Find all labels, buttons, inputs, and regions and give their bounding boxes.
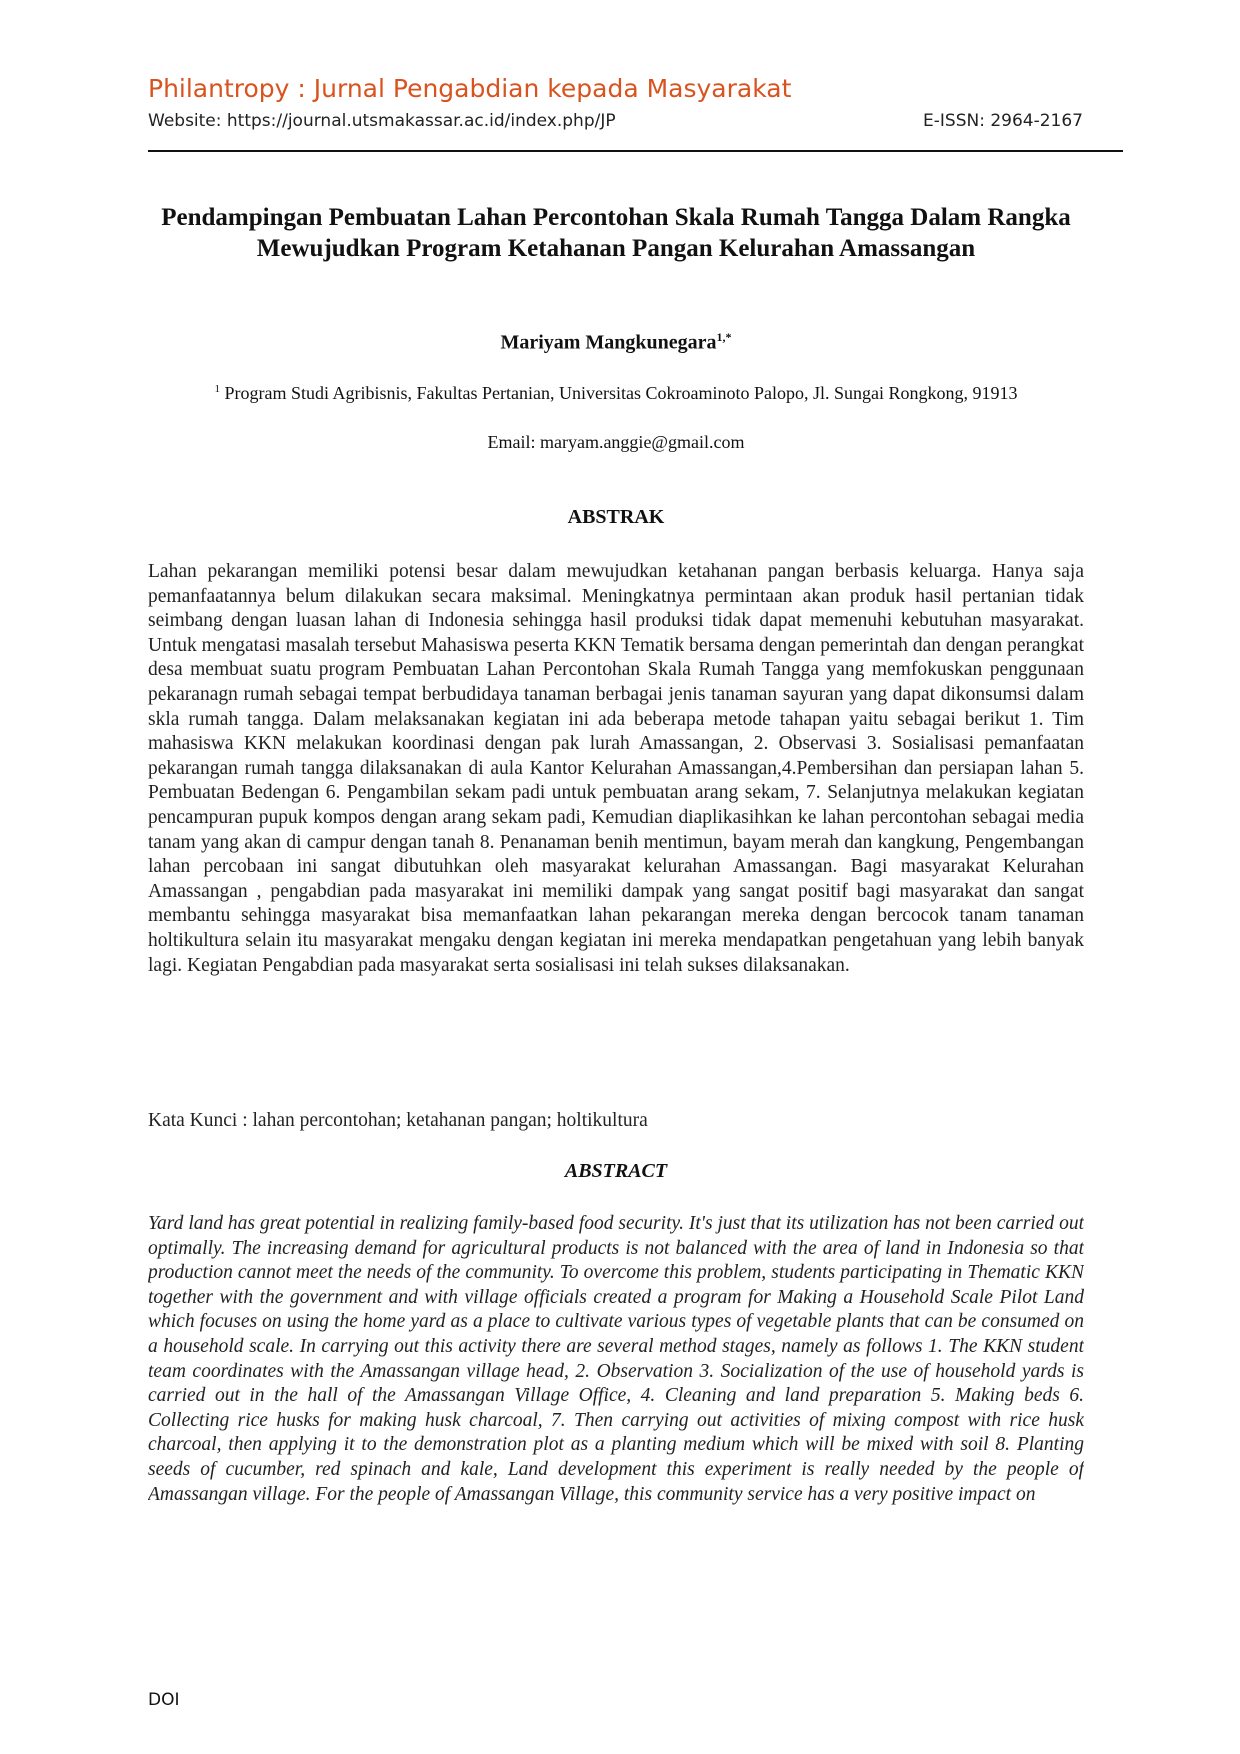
journal-title: Philantropy : Jurnal Pengabdian kepada Masyarakat	[148, 74, 792, 103]
doi-label: DOI	[148, 1690, 180, 1710]
author-superscript: 1,*	[716, 330, 732, 344]
journal-header-info	[148, 111, 1083, 131]
author-email: Email: maryam.anggie@gmail.com	[487, 432, 745, 452]
abstract-heading: ABSTRACT	[564, 1160, 668, 1182]
abstrak-text: Lahan pekarangan memiliki potensi besar dalam mewujudkan ketahanan pangan berbasis keluarga. Hanya saja pemanfaatannya belum dilakukan secara maksimal. Meningkatnya permintaan akan produk hasil pertanian tidak seimbang dengan luasan lahan di Indonesia sehingga hasil produksi tidak dapat memenuhi kebutuhan masyarakat. Untuk mengatasi masalah tersebut Mahasiswa peserta KKN Tematik bersama dengan pemerintah dan dengan perangkat desa membuat suatu program Pembuatan Lahan Percontohan Skala Rumah Tangga yang memfokuskan penggunaan pekaranagn rumah sebagai tempat berbudidaya tanaman berbagai jenis tanaman sayuran yang dapat dikonsumsi dalam skla rumah tangga. Dalam melaksanakan kegiatan ini ada beberapa metode tahapan yaitu sebagai berikut 1. Tim mahasiswa KKN melakukan koordinasi dengan pak lurah Amassangan, 2. Observasi 3. Sosialisasi pemanfaatan pekarangan rumah tangga dilaksanakan di aula Kantor Kelurahan Amassangan,4.Pembersihan dan persiapan lahan 5. Pembuatan Bedengan 6. Pengambilan sekam padi untuk pembuatan arang sekam, 7. Selanjutnya melakukan kegiatan pencampuran pupuk kompos dengan arang sekam padi, Kemudian diaplikasihkan ke lahan percontohan sebagai media tanam yang akan di campur dengan tanah 8. Penanaman benih mentimun, bayam merah dan kangkung, Pengembangan lahan percobaan ini sangat dibutuhkan oleh masyarakat kelurahan Amassangan. Bagi masyarakat Kelurahan Amassangan , pengabdian pada masyarakat ini memiliki dampak yang sangat positif bagi masyarakat dan sangat membantu sehingga masyarakat bisa memanfaatkan lahan pekarangan mereka dengan bercocok tanam tanaman holtikultura selain itu masyarakat mengaku dengan kegiatan ini mereka mendapatkan pengetahuan yang lebih banyak lagi. Kegiatan Pengabdian pada masyarakat serta sosialisasi ini telah sukses dilaksanakan.	[148, 561, 1084, 976]
author-affiliation	[148, 383, 1084, 404]
affiliation-superscript: 1	[214, 383, 220, 395]
affiliation-text: Program Studi Agribisnis, Fakultas Pertanian, Universitas Cokroaminoto Palopo, Jl. Sungai Rongkong, 91913	[224, 383, 1018, 403]
keywords: Kata Kunci : lahan percontohan; ketahanan pangan; holtikultura	[148, 1110, 648, 1131]
header-divider	[148, 150, 1123, 152]
abstract-text: Yard land has great potential in realizing family-based food security. It's just that its utilization has not been carried out optimally. The increasing demand for agricultural products is not balanced with the area of land in Indonesia so that production cannot meet the needs of the community. To overcome this problem, students participating in Thematic KKN together with the government and with village officials created a program for Making a Household Scale Pilot Land which focuses on using the home yard as a place to cultivate various types of vegetable plants that can be consumed on a household scale. In carrying out this activity there are several method stages, namely as follows 1. The KKN student team coordinates with the Amassangan village head, 2. Observation 3. Socialization of the use of household yards is carried out in the hall of the Amassangan Village Office, 4. Cleaning and land preparation 5. Making beds 6. Collecting rice husks for making husk charcoal, 7. Then carrying out activities of mixing compost with rice husk charcoal, then applying it to the demonstration plot as a planting medium which will be mixed with soil 8. Planting seeds of cucumber, red spinach and kale, Land development this experiment is really needed by the people of Amassangan village. For the people of Amassangan Village, this community service has a very positive impact on	[148, 1213, 1084, 1505]
author-name: Mariyam Mangkunegara	[500, 331, 717, 354]
article-author	[148, 330, 1084, 355]
journal-eissn: E-ISSN: 2964-2167	[923, 111, 1083, 131]
article-title: Pendampingan Pembuatan Lahan Percontohan Skala Rumah Tangga Dalam Rangka Mewujudkan Program Ketahanan Pangan Kelurahan Amassangan	[161, 204, 1071, 262]
abstrak-heading: ABSTRAK	[567, 506, 665, 528]
journal-website: Website: https://journal.utsmakassar.ac.id/index.php/JP	[148, 111, 616, 131]
